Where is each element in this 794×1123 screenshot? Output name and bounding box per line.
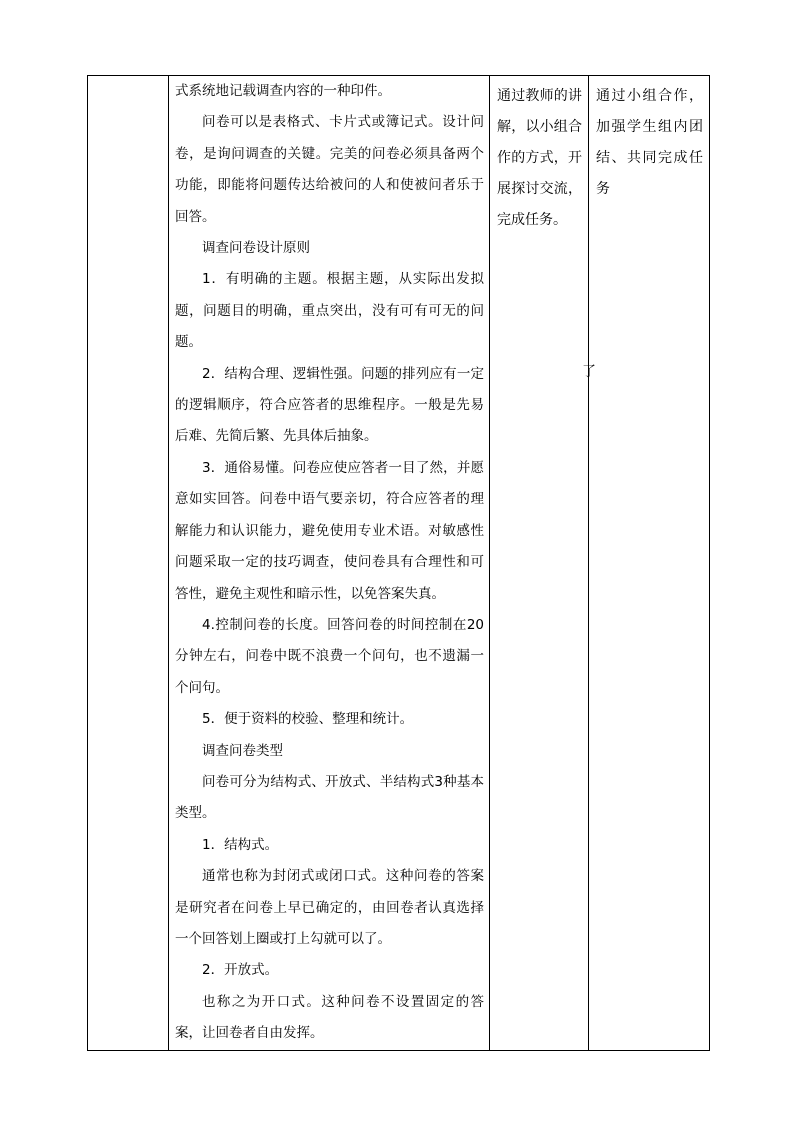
- content-paragraph: 1．结构式。: [202, 836, 279, 853]
- content-body: [169, 76, 489, 1050]
- goal-cell: [589, 76, 710, 1051]
- goal-text: 通过小组合作，加强学生组内团结、共同完成任务: [596, 88, 703, 197]
- content-paragraph: 也称之为开口式。这种问卷不设置固定的答案，让回卷者自由发挥。: [175, 993, 484, 1042]
- content-paragraph: 调查问卷设计原则: [202, 240, 310, 257]
- content-paragraph: 5．便于资料的校验、整理和统计。: [202, 711, 414, 728]
- content-paragraph: 1．有明确的主题。根据主题，从实际出发拟题，问题目的明确，重点突出，没有可有可无的问题。: [175, 271, 484, 351]
- method-cell: [490, 76, 589, 1051]
- content-cell: [169, 76, 490, 1051]
- content-paragraph: 式系统地记载调查内容的一种印件。: [175, 83, 391, 99]
- content-paragraph: 问卷可以是表格式、卡片式或簿记式。设计问卷，是询问调查的关键。完美的问卷必须具备两个功能，即能将问题传达给被问的人和使被问者乐于回答。: [175, 114, 484, 225]
- table-row: [88, 76, 710, 1051]
- content-paragraph: 调查问卷类型: [202, 742, 283, 759]
- content-paragraph: 3．通俗易懂。问卷应使应答者一目了然，并愿意如实回答。问卷中语气要亲切，符合应答者的理解能力和认识能力，避免使用专业术语。对敏感性问题采取一定的技巧调查，使问卷具有合理性和可答性，避免主观性和暗示性，以免答案失真。: [175, 459, 484, 602]
- content-paragraph: 2．结构合理、逻辑性强。问题的排列应有一定的逻辑顺序，符合应答者的思维程序。一般是先易后难、先简后繁、先具体后抽象。: [175, 365, 484, 445]
- content-paragraph: 4.控制问卷的长度。回答问卷的时间控制在20分钟左右，问卷中既不浪费一个问句，也不遗漏一个问句。: [175, 616, 484, 696]
- method-text: 通过教师的讲解，以小组合作的方式，开展探讨交流，完成任务。: [497, 88, 582, 228]
- content-paragraph: 2．开放式。: [202, 962, 279, 979]
- lesson-plan-table: [87, 75, 710, 1051]
- content-paragraph: 通常也称为封闭式或闭口式。这种问卷的答案是研究者在问卷上早已确定的，由回卷者认真选择一个回答划上圈或打上勾就可以了。: [175, 868, 484, 947]
- content-paragraph: 问卷可分为结构式、开放式、半结构式3种基本类型。: [175, 773, 484, 822]
- stray-mark: 了: [582, 364, 596, 380]
- blank-cell: [88, 76, 169, 1051]
